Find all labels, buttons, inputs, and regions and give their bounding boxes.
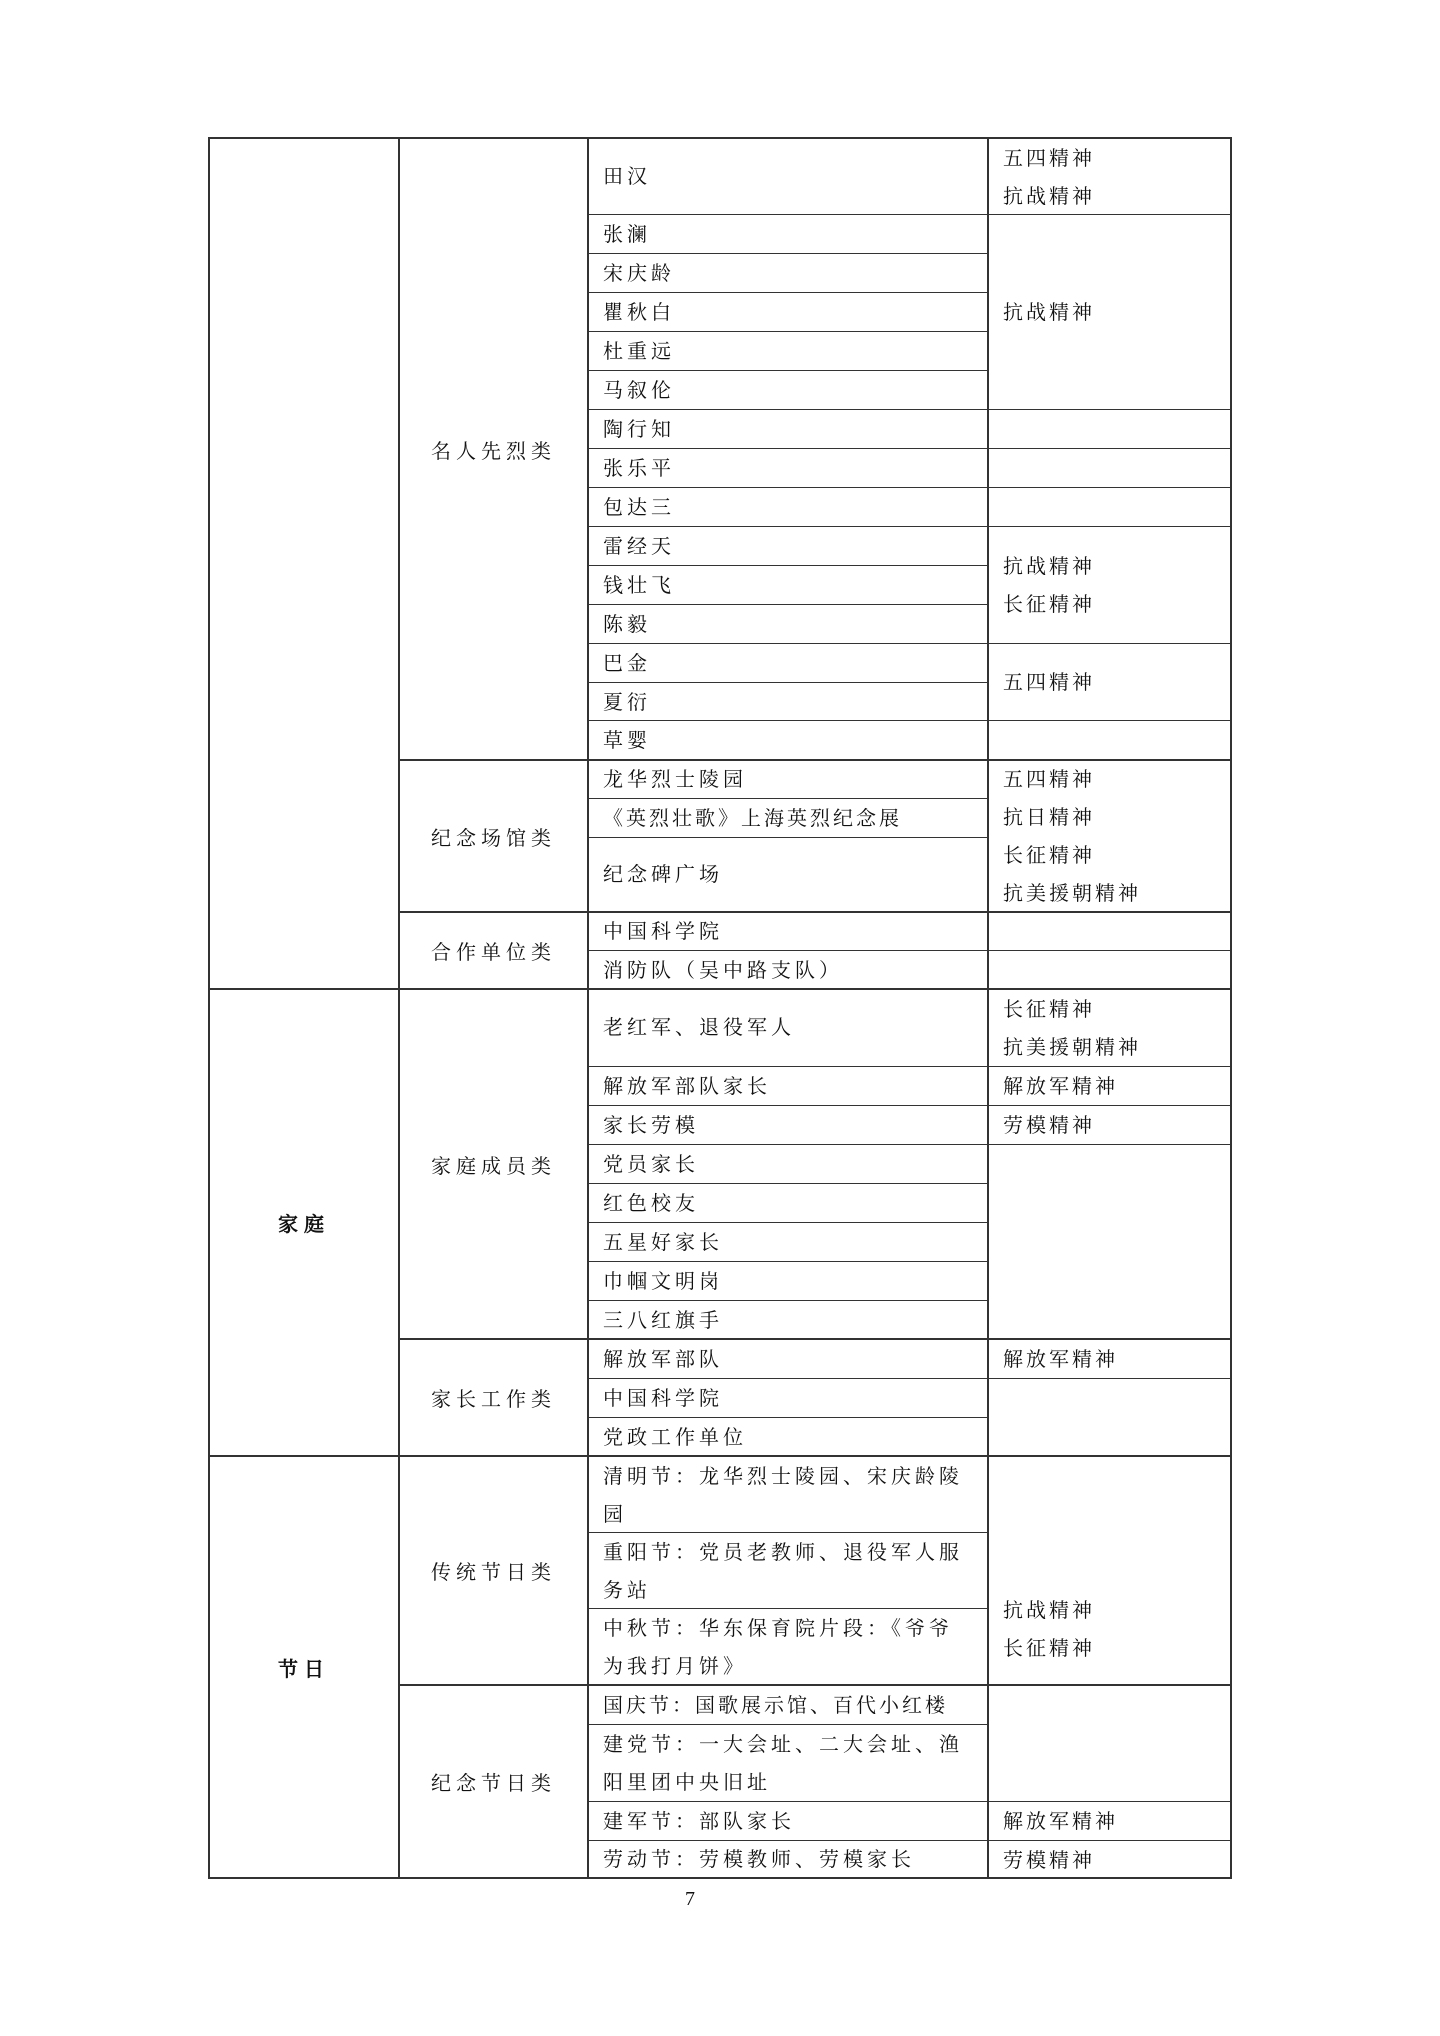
list-item-line: 阳里团中央旧址 (603, 1770, 771, 1794)
page-number (0, 1888, 1440, 1911)
list-item: 瞿秋白 (603, 300, 675, 324)
category-label-memorial-venues: 纪念场馆类 (431, 825, 556, 850)
list-item: 党员家长 (603, 1152, 699, 1176)
spirit-label: 长征精神 (1003, 592, 1095, 616)
spirit-label: 抗美援朝精神 (1003, 881, 1141, 905)
spirit-label: 劳模精神 (1003, 1847, 1095, 1872)
spirit-label: 抗日精神 (1003, 805, 1095, 829)
list-item-line: 建党节：一大会址、二大会址、渔 (603, 1732, 963, 1756)
category-label-partner-units: 合作单位类 (431, 940, 556, 964)
category-label-commemorative-festivals: 纪念节日类 (431, 1771, 556, 1795)
spirit-label: 抗战精神 (1003, 300, 1095, 324)
row-line (587, 837, 987, 838)
spirit-row-line (987, 1144, 1232, 1145)
list-item: 雷经天 (603, 534, 675, 558)
spirit-label: 抗战精神 (1003, 183, 1095, 208)
list-item: 解放军部队 (603, 1347, 723, 1371)
spirit-cell (1003, 527, 1095, 643)
list-item: 草婴 (603, 728, 651, 752)
list-item: 陶行知 (603, 417, 675, 441)
spirit-row-line (987, 487, 1232, 488)
spirit-label: 抗战精神 (1003, 1598, 1095, 1622)
list-item: 张乐平 (603, 456, 675, 480)
spirit-cell (1003, 1841, 1095, 1878)
list-item: 《英烈壮歌》上海英烈纪念展 (603, 806, 902, 830)
section-label-festival: 节日 (278, 1656, 330, 1681)
list-item: 红色校友 (603, 1191, 699, 1215)
list-item: 中国科学院 (603, 1386, 723, 1410)
list-item-line: 为我打月饼》 (603, 1654, 747, 1678)
list-item-line: 建军节：部队家长 (603, 1809, 795, 1833)
list-item: 党政工作单位 (603, 1425, 747, 1449)
list-item: 杜重远 (603, 339, 675, 363)
list-item-line: 劳动节：劳模教师、劳模家长 (603, 1847, 915, 1871)
spirit-cell (1003, 761, 1141, 911)
spirit-label: 五四精神 (1003, 767, 1095, 791)
list-item-line: 国庆节：国歌展示馆、百代小红楼 (603, 1693, 948, 1717)
list-item-line: 务站 (603, 1578, 651, 1602)
list-item: 陈毅 (603, 612, 651, 636)
list-item: 巴金 (603, 651, 651, 675)
spirit-label: 抗美援朝精神 (1003, 1035, 1141, 1059)
list-item: 龙华烈士陵园 (603, 767, 747, 791)
column-divider-3 (987, 137, 989, 1879)
list-item: 田汉 (603, 164, 651, 188)
category-label-family-members: 家庭成员类 (431, 1153, 556, 1178)
column-divider-2 (587, 137, 589, 1879)
spirit-cell (1003, 139, 1095, 214)
list-item: 马叙伦 (603, 378, 675, 402)
list-item-line: 重阳节：党员老教师、退役军人服 (603, 1540, 963, 1564)
list-item: 老红军、退役军人 (603, 1015, 795, 1039)
spirit-label: 五四精神 (1003, 670, 1095, 694)
list-item: 消防队（吴中路支队） (603, 958, 843, 982)
spirit-cell (1003, 1457, 1095, 1801)
table-right-border (1230, 137, 1232, 1879)
spirit-label: 解放军精神 (1003, 1809, 1118, 1833)
spirit-cell (1003, 1340, 1118, 1378)
spirit-label: 劳模精神 (1003, 1113, 1095, 1137)
section-label-family: 家庭 (278, 1212, 330, 1236)
list-item: 夏衍 (603, 690, 651, 714)
list-item-line: 中秋节：华东保育院片段：《爷爷 (603, 1616, 953, 1640)
list-item: 包达三 (603, 495, 675, 519)
list-item: 三八红旗手 (603, 1308, 723, 1332)
spirit-row-line (987, 1378, 1232, 1379)
spirit-cell (1003, 644, 1095, 720)
category-label-famous-martyrs: 名人先烈类 (431, 438, 556, 463)
list-item: 巾帼文明岗 (603, 1269, 723, 1293)
list-item: 家长劳模 (603, 1113, 699, 1137)
spirit-cell (1003, 990, 1141, 1066)
spirit-label: 长征精神 (1003, 997, 1095, 1021)
list-item-line: 清明节：龙华烈士陵园、宋庆龄陵 (603, 1464, 963, 1488)
spirit-label: 五四精神 (1003, 145, 1095, 170)
spirit-row-line (987, 409, 1232, 410)
spirit-cell (1003, 1067, 1118, 1105)
spirit-cell (1003, 215, 1095, 409)
list-item: 宋庆龄 (603, 261, 675, 285)
spirit-label: 解放军精神 (1003, 1347, 1118, 1371)
spirit-cell (1003, 1802, 1118, 1840)
spirit-label: 抗战精神 (1003, 554, 1095, 578)
list-item: 钱壮飞 (603, 573, 675, 597)
spirit-cell (1003, 1106, 1095, 1144)
spirit-row-line (987, 950, 1232, 951)
category-label-traditional-festivals: 传统节日类 (431, 1560, 556, 1584)
page-number-text: 7 (685, 1888, 695, 1910)
list-item: 纪念碑广场 (603, 862, 723, 886)
category-label-parent-work: 家长工作类 (431, 1387, 556, 1411)
spirit-label: 解放军精神 (1003, 1074, 1118, 1098)
spirit-row-line (987, 448, 1232, 449)
spirit-row-line (987, 720, 1232, 721)
list-item: 张澜 (603, 222, 651, 246)
list-item-line: 园 (603, 1502, 627, 1526)
spirit-label: 长征精神 (1003, 843, 1095, 867)
spirit-label: 长征精神 (1003, 1636, 1095, 1660)
list-item: 解放军部队家长 (603, 1074, 771, 1098)
list-item: 五星好家长 (603, 1230, 723, 1254)
list-item: 中国科学院 (603, 919, 723, 943)
